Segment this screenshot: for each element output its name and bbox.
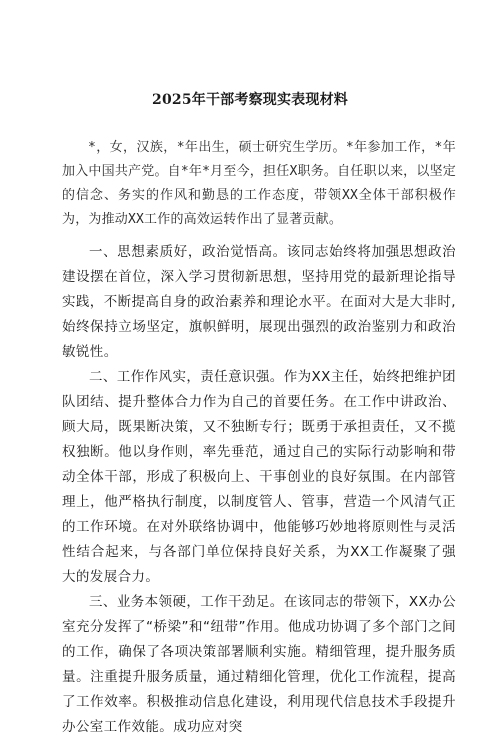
section-paragraph-3: 三、业务本领硬，工作干劲足。在该同志的带领下，XX办公室充分发挥了“桥梁”和“纽带”作用。他成功协调了多个部门之间的工作，确保了各项决策部署顺利实施。精细管理，提升服务质量。注重提升服务质量，通过精细化管理，优化工作流程，提高了工作效率。积极推动信息化建设，利用现代信息技术手段提升办公室工作效能。成功应对突 [62, 594, 456, 735]
section-paragraph-1: 一、思想素质好，政治觉悟高。该同志始终将加强思想政治建设摆在首位，深入学习贯彻新思想，坚持用党的最新理论指导实践，不断提高自身的政治素养和理论水平。在面对大是大非时,始终保持立场坚定，旗帜鲜明，展现出强烈的政治鉴别力和政治敏锐性。 [62, 244, 456, 360]
document-body [62, 136, 456, 740]
section-paragraph-2: 二、工作作风实，责任意识强。作为XX主任，始终把维护团队团结、提升整体合力作为自己的首要任务。在工作中讲政治、顾大局，既果断决策，又不独断专行；既勇于承担责任，又不揽权独断。他以身作则，率先垂范，通过自己的实际行动影响和带动全体干部，形成了积极向上、干事创业的良好氛围。在内部管理上，他严格执行制度，以制度管人、管事，营造一个风清气正的工作环境。在对外联络协调中，他能够巧妙地将原则性与灵活性结合起来，与各部门单位保持良好关系，为XX工作凝聚了强大的发展合力。 [62, 369, 456, 585]
intro-paragraph: *，女，汉族，*年出生，硕士研究生学历。*年参加工作，*年加入中国共产党。自*年*月至今，担任X职务。自任职以来，以坚定的信念、务实的作风和勤恳的工作态度，带领XX全体干部积极作为，为推动XX工作的高效运转作出了显著贡献。 [62, 140, 456, 227]
document-title: 2025年干部考察现实表现材料 [152, 92, 348, 108]
